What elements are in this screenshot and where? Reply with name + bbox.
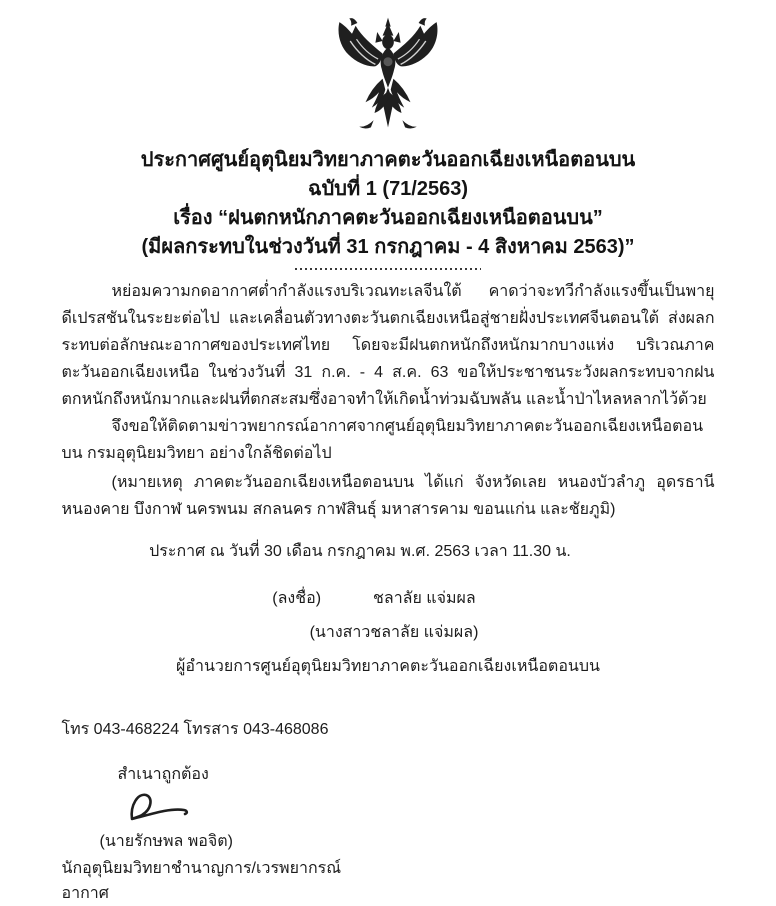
body-text <box>62 278 715 523</box>
signer-full-name: (นางสาวชลาลัย แจ่มผล) <box>11 620 776 645</box>
issue-number: ฉบับที่ 1 (71/2563) <box>5 175 772 204</box>
contact-phone-fax: โทร 043-468224 โทรสาร 043-468086 <box>62 717 772 742</box>
document-title: ประกาศศูนย์อุตุนิยมวิทยาภาคตะวันออกเฉียงเหนือตอนบน <box>5 146 772 175</box>
dashed-divider <box>295 268 481 270</box>
handwritten-signature-icon <box>124 789 362 829</box>
body-paragraph-2: จึงขอให้ติดตามข่าวพยากรณ์อากาศจากศูนย์อุตุนิยมวิทยาภาคตะวันออกเฉียงเหนือตอนบน กรมอุตุนิยมวิทยา อย่างใกล้ชิดต่อไป <box>62 413 715 467</box>
issuance-date-line: ประกาศ ณ วันที่ 30 เดือน กรกฎาคม พ.ศ. 2563 เวลา 11.30 น. <box>0 539 744 564</box>
signature-row <box>0 586 758 611</box>
title-block <box>5 146 772 262</box>
emblem-container <box>5 0 772 136</box>
certifier-position: นักอุตุนิยมวิทยาชำนาญการ/เวรพยากรณ์อากาศ <box>62 856 362 906</box>
signed-name: ชลาลัย แจ่มผล <box>373 586 476 611</box>
note-paragraph: (หมายเหตุ ภาคตะวันออกเฉียงเหนือตอนบน ได้แก่ จังหวัดเลย หนองบัวลำภู อุดรธานี หนองคาย บึงกาฬ นครพนม สกลนคร กาฬสินธุ์ มหาสารคาม ขอนแก่น และชัยภูมิ) <box>62 469 715 523</box>
announcement-document <box>5 0 772 848</box>
effective-period: (มีผลกระทบในช่วงวันที่ 31 กรกฎาคม - 4 สิงหาคม 2563)” <box>5 233 772 262</box>
signed-label: (ลงชื่อ) <box>272 586 321 611</box>
subject-line: เรื่อง “ฝนตกหนักภาคตะวันออกเฉียงเหนือตอนบน” <box>5 204 772 233</box>
certifier-name: (นายรักษพล พอจิต) <box>100 829 362 854</box>
certified-copy-label: สำเนาถูกต้อง <box>118 762 362 787</box>
signer-position: ผู้อำนวยการศูนย์อุตุนิยมวิทยาภาคตะวันออกเฉียงเหนือตอนบน <box>5 654 772 679</box>
garuda-emblem-icon <box>325 14 451 140</box>
body-paragraph-1: หย่อมความกดอากาศต่ำกำลังแรงบริเวณทะเลจีนใต้ คาดว่าจะทวีกำลังแรงขึ้นเป็นพายุดีเปรสชันในระยะต่อไป และเคลื่อนตัวทางตะวันตกเฉียงเหนือสู่ชายฝั่งประเทศจีนตอนใต้ ส่งผลกระทบต่อลักษณะอากาศของประเทศไทย โดยจะมีฝนตกหนักถึงหนักมากบางแห่ง บริเวณภาคตะวันออกเฉียงเหนือ ในช่วงวันที่ 31 ก.ค. - 4 ส.ค. 63 ขอให้ประชาชนระวังผลกระทบจากฝนตกหนักถึงหนักมากและฝนที่ตกสะสมซึ่งอาจทำให้เกิดน้ำท่วมฉับพลัน และน้ำป่าไหลหลากไว้ด้วย <box>62 278 715 413</box>
certified-copy-block <box>62 762 362 906</box>
